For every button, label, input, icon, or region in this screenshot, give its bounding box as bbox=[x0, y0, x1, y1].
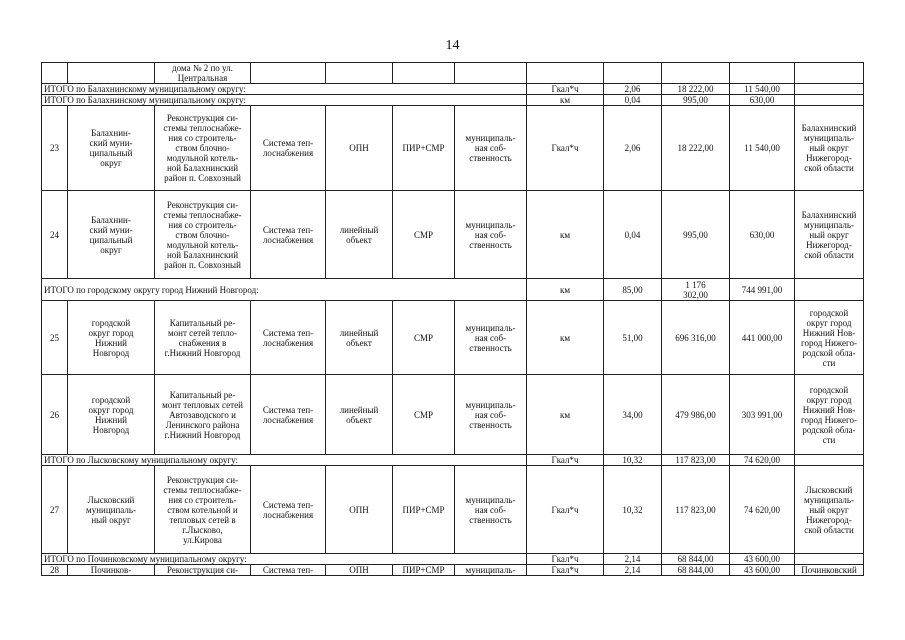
system-cell: Система теп- лоснабжения bbox=[251, 466, 326, 554]
object-type-cell: ОПН bbox=[326, 565, 393, 576]
quantity-cell: 0,04 bbox=[604, 95, 662, 106]
recipient-cell: Лысковский муниципаль- ный округ Нижегород- ской области bbox=[795, 466, 864, 554]
empty-cell bbox=[604, 63, 662, 84]
subsidy-cell: 630,00 bbox=[730, 191, 795, 279]
total-label: ИТОГО по Лысковскому муниципальному округу: bbox=[42, 455, 527, 466]
table-row bbox=[42, 301, 864, 375]
empty-cell bbox=[393, 63, 455, 84]
unit-cell: Гкал*ч bbox=[527, 565, 604, 576]
empty-cell bbox=[251, 63, 326, 84]
table-row bbox=[42, 466, 864, 554]
recipient-cell: Починковский bbox=[795, 565, 864, 576]
system-cell: Система теп- bbox=[251, 565, 326, 576]
subsidy-cell: 630,00 bbox=[730, 95, 795, 106]
recipient-cell: Балахнинский муниципаль- ный округ Нижегород- ской области bbox=[795, 191, 864, 279]
description-cell: Капитальный ре- монт тепловых сетей Автозаводского и Ленинского района г.Нижний Новгород bbox=[155, 375, 251, 455]
system-cell: Система теп- лоснабжения bbox=[251, 301, 326, 375]
object-type-cell: линейный объект bbox=[326, 191, 393, 279]
number-cell bbox=[42, 63, 68, 84]
cost-cell: 68 844,00 bbox=[662, 554, 730, 565]
system-cell: Система теп- лоснабжения bbox=[251, 375, 326, 455]
description-cell: Реконструкция си- стемы теплоснабже- ния со строитель- ством блочно- модульной котель- ной Балахнинский район п. Совхозный bbox=[155, 191, 251, 279]
system-cell: Система теп- лоснабжения bbox=[251, 191, 326, 279]
number-cell: 26 bbox=[42, 375, 68, 455]
quantity-cell: 10,32 bbox=[604, 455, 662, 466]
owner-cell bbox=[68, 63, 155, 84]
subsidy-cell: 74 620,00 bbox=[730, 455, 795, 466]
total-label: ИТОГО по Балахнинскому муниципальному округу: bbox=[42, 95, 527, 106]
description-cell: Реконструкция си- стемы теплоснабже- ния со строитель- ством котельной и тепловых сетей в г.Лысково, ул.Кирова bbox=[155, 466, 251, 554]
number-cell: 25 bbox=[42, 301, 68, 375]
empty-cell bbox=[662, 63, 730, 84]
property-cell: муниципаль- ная соб- ственность bbox=[455, 191, 527, 279]
table-row bbox=[42, 279, 864, 301]
cost-cell: 18 222,00 bbox=[662, 106, 730, 191]
recipient-cell: городской округ город Нижний Нов- город Нижего- родской обла- сти bbox=[795, 375, 864, 455]
quantity-cell: 51,00 bbox=[604, 301, 662, 375]
cost-cell: 1 176 302,00 bbox=[662, 279, 730, 301]
description-cell: дома № 2 по ул. Центральная bbox=[155, 63, 251, 84]
subsidy-cell: 744 991,00 bbox=[730, 279, 795, 301]
property-cell: муниципаль- ная соб- ственность bbox=[455, 375, 527, 455]
cost-cell: 18 222,00 bbox=[662, 84, 730, 95]
unit-cell: км bbox=[527, 191, 604, 279]
property-cell: муниципаль- ная соб- ственность bbox=[455, 106, 527, 191]
number-cell: 28 bbox=[42, 565, 68, 576]
subsidy-cell: 11 540,00 bbox=[730, 106, 795, 191]
object-type-cell: линейный объект bbox=[326, 301, 393, 375]
recipient-cell bbox=[795, 554, 864, 565]
page-number: 14 bbox=[445, 38, 460, 53]
work-type-cell: СМР bbox=[393, 301, 455, 375]
work-type-cell: ПИР+СМР bbox=[393, 106, 455, 191]
quantity-cell: 2,14 bbox=[604, 554, 662, 565]
object-type-cell: ОПН bbox=[326, 106, 393, 191]
cost-cell: 696 316,00 bbox=[662, 301, 730, 375]
owner-cell: Балахнин- ский муни- ципальный округ bbox=[68, 106, 155, 191]
quantity-cell: 34,00 bbox=[604, 375, 662, 455]
description-cell: Капитальный ре- монт сетей тепло- снабжения в г.Нижний Новгород bbox=[155, 301, 251, 375]
total-label: ИТОГО по Починковскому муниципальному округу: bbox=[42, 554, 527, 565]
unit-cell: км bbox=[527, 375, 604, 455]
cost-cell: 479 986,00 bbox=[662, 375, 730, 455]
work-type-cell: СМР bbox=[393, 375, 455, 455]
empty-cell bbox=[795, 63, 864, 84]
recipient-cell bbox=[795, 84, 864, 95]
property-cell: муниципаль- ная соб- ственность bbox=[455, 301, 527, 375]
unit-cell: Гкал*ч bbox=[527, 466, 604, 554]
owner-cell: Лысковский муниципаль- ный округ bbox=[68, 466, 155, 554]
subsidy-cell: 43 600,00 bbox=[730, 554, 795, 565]
owner-cell: Балахнин- ский муни- ципальный округ bbox=[68, 191, 155, 279]
table-row bbox=[42, 375, 864, 455]
number-cell: 27 bbox=[42, 466, 68, 554]
unit-cell: км bbox=[527, 279, 604, 301]
quantity-cell: 2,14 bbox=[604, 565, 662, 576]
owner-cell: городской округ город Нижний Новгород bbox=[68, 375, 155, 455]
subsidy-cell: 43 600,00 bbox=[730, 565, 795, 576]
empty-cell bbox=[527, 63, 604, 84]
empty-cell bbox=[455, 63, 527, 84]
objects-table-body bbox=[42, 63, 864, 576]
table-row bbox=[42, 63, 864, 84]
unit-cell: км bbox=[527, 95, 604, 106]
object-type-cell: линейный объект bbox=[326, 375, 393, 455]
cost-cell: 995,00 bbox=[662, 95, 730, 106]
property-cell: муниципаль- bbox=[455, 565, 527, 576]
quantity-cell: 85,00 bbox=[604, 279, 662, 301]
recipient-cell: городской округ город Нижний Нов- город Нижего- родской обла- сти bbox=[795, 301, 864, 375]
total-label: ИТОГО по Балахнинскому муниципальному округу: bbox=[42, 84, 527, 95]
table-row bbox=[42, 191, 864, 279]
quantity-cell: 0,04 bbox=[604, 191, 662, 279]
number-cell: 23 bbox=[42, 106, 68, 191]
quantity-cell: 2,06 bbox=[604, 106, 662, 191]
table-row bbox=[42, 84, 864, 95]
recipient-cell bbox=[795, 279, 864, 301]
unit-cell: Гкал*ч bbox=[527, 106, 604, 191]
work-type-cell: ПИР+СМР bbox=[393, 565, 455, 576]
table-row bbox=[42, 106, 864, 191]
quantity-cell: 10,32 bbox=[604, 466, 662, 554]
work-type-cell: ПИР+СМР bbox=[393, 466, 455, 554]
table-row bbox=[42, 455, 864, 466]
table-row bbox=[42, 565, 864, 576]
recipient-cell: Балахнинский муниципаль- ный округ Нижегород- ской области bbox=[795, 106, 864, 191]
unit-cell: км bbox=[527, 301, 604, 375]
objects-table bbox=[41, 62, 864, 576]
recipient-cell bbox=[795, 95, 864, 106]
subsidy-cell: 11 540,00 bbox=[730, 84, 795, 95]
cost-cell: 68 844,00 bbox=[662, 565, 730, 576]
table-row bbox=[42, 554, 864, 565]
unit-cell: Гкал*ч bbox=[527, 455, 604, 466]
quantity-cell: 2,06 bbox=[604, 84, 662, 95]
unit-cell: Гкал*ч bbox=[527, 84, 604, 95]
unit-cell: Гкал*ч bbox=[527, 554, 604, 565]
recipient-cell bbox=[795, 455, 864, 466]
cost-cell: 117 823,00 bbox=[662, 466, 730, 554]
cost-cell: 117 823,00 bbox=[662, 455, 730, 466]
subsidy-cell: 441 000,00 bbox=[730, 301, 795, 375]
empty-cell bbox=[326, 63, 393, 84]
description-cell: Реконструкция си- bbox=[155, 565, 251, 576]
object-type-cell: ОПН bbox=[326, 466, 393, 554]
work-type-cell: СМР bbox=[393, 191, 455, 279]
description-cell: Реконструкция си- стемы теплоснабже- ния со строитель- ством блочно- модульной котель- ной Балахнинский район п. Совхозный bbox=[155, 106, 251, 191]
owner-cell: городской округ город Нижний Новгород bbox=[68, 301, 155, 375]
empty-cell bbox=[730, 63, 795, 84]
table-row bbox=[42, 95, 864, 106]
number-cell: 24 bbox=[42, 191, 68, 279]
total-label: ИТОГО по городскому округу город Нижний Новгород: bbox=[42, 279, 527, 301]
property-cell: муниципаль- ная соб- ственность bbox=[455, 466, 527, 554]
cost-cell: 995,00 bbox=[662, 191, 730, 279]
owner-cell: Починков- bbox=[68, 565, 155, 576]
subsidy-cell: 303 991,00 bbox=[730, 375, 795, 455]
subsidy-cell: 74 620,00 bbox=[730, 466, 795, 554]
system-cell: Система теп- лоснабжения bbox=[251, 106, 326, 191]
